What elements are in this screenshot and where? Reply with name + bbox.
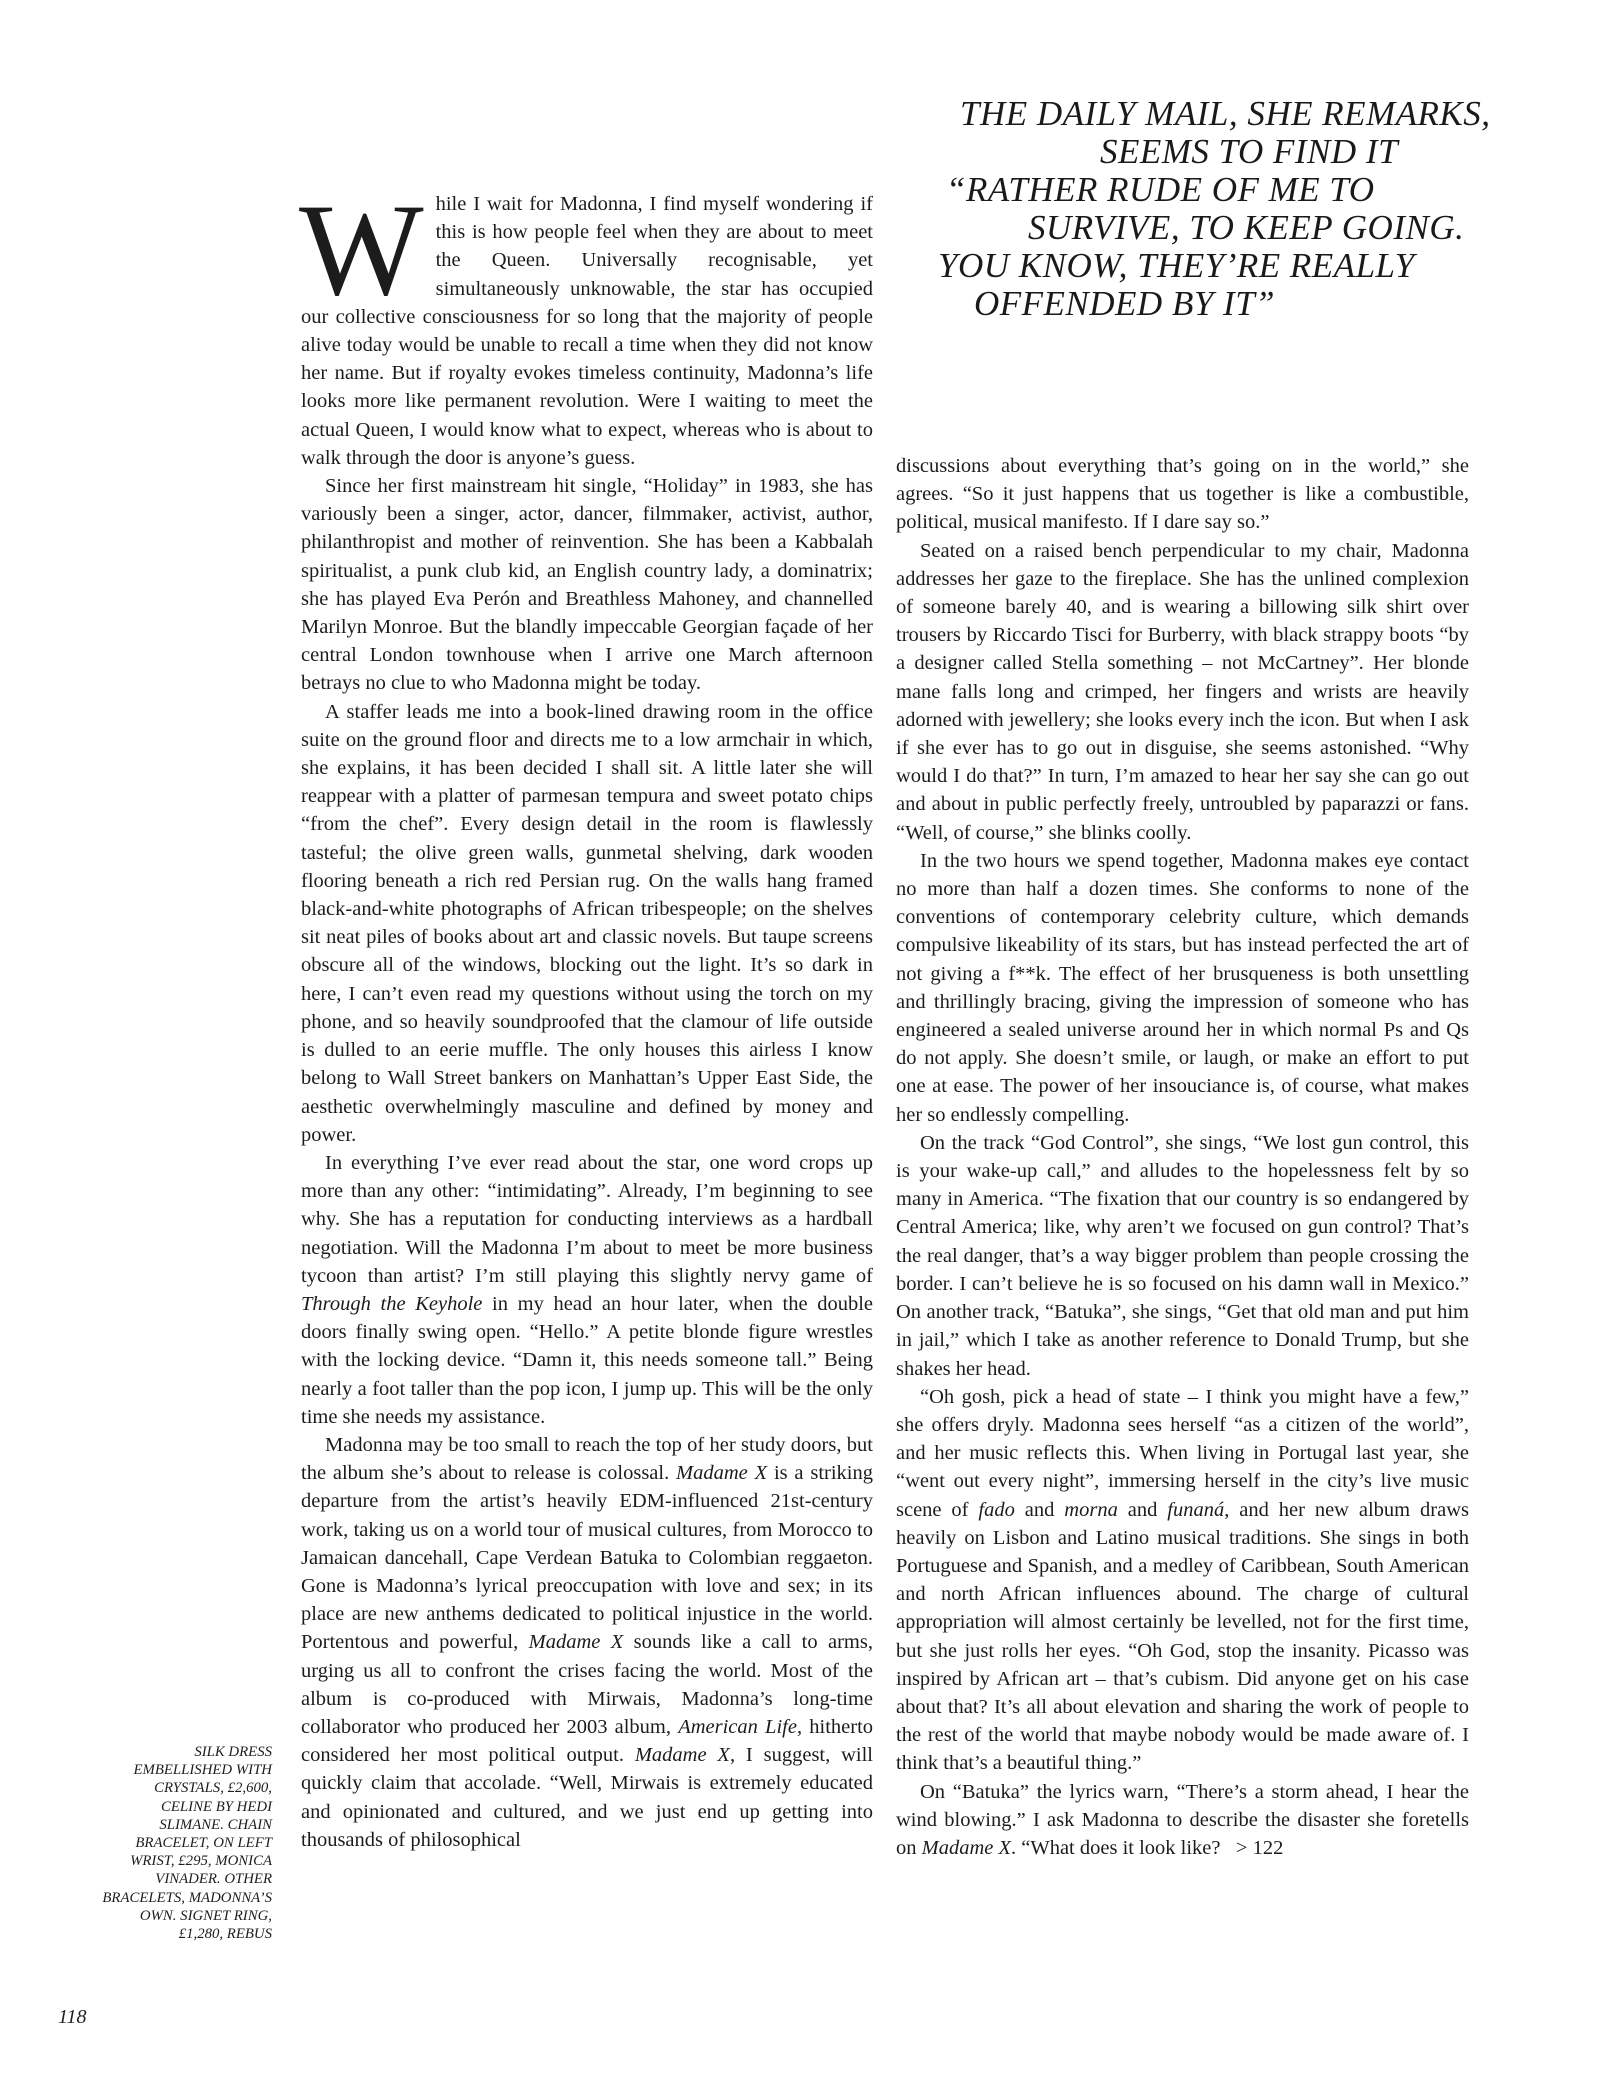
- paragraph-text: , I suggest, will quickly claim that accolade. “Well, Mirwais is extremely educated and opinionated and cultured, and we just end up getting into thousands of philosophical: [301, 1744, 873, 1851]
- caption-line: CELINE BY HEDI: [161, 1798, 272, 1815]
- page-number: 118: [58, 2006, 87, 2028]
- article-paragraph: Seated on a raised bench perpendicular to my chair, Madonna addresses her gaze to the fireplace. She has the unlined complexion of someone barely 40, and is wearing a billowing silk shirt over trousers by Riccardo Tisci for Burberry, with black strappy boots “by a designer called Stella something – not McCartney”. Her blonde mane falls long and crimped, her fingers and wrists are heavily adorned with jewellery; she looks every inch the icon. But when I ask if she ever has to go out in disguise, she seems astonished. “Why would I do that?” In turn, I’m amazed to hear her say she can go out and about in public perfectly freely, untroubled by paparazzi or fans. “Well, of course,” she blinks coolly.: [896, 539, 1469, 844]
- continued-page-marker[interactable]: > 122: [1235, 1836, 1284, 1859]
- paragraph-text: hile I wait for Madonna, I find myself wondering if this is how people feel when they are about to meet the Queen. Universally recognisable, yet simultaneously unknowable, the star has occupied our collective consciousness for so long that the majority of people alive today would be unable to recall a time when they did not know her name. But if royalty evokes timeless continuity, Madonna’s life looks more like permanent revolution. Were I waiting to meet the actual Queen, I would know what to expect, whereas who is about to walk through the door is anyone’s guess.: [301, 193, 873, 469]
- caption-line: BRACELET, ON LEFT: [135, 1835, 272, 1852]
- article-column-left: [299, 176, 874, 1854]
- drop-cap: W: [299, 176, 424, 323]
- italic-term: fado: [978, 1498, 1015, 1521]
- article-paragraph: [301, 1431, 873, 1854]
- italic-term: morna: [1064, 1498, 1118, 1521]
- paragraph-text: , hitherto considered her most political output.: [301, 1715, 874, 1767]
- caption-line: BRACELETS, MADONNA’S: [102, 1889, 272, 1906]
- article-paragraph: On the track “God Control”, she sings, “We lost gun control, this is your wake-up call,” and alludes to the hopelessness felt by so many in America. “The fixation that our country is so endangered by Central America; like, why aren’t we focused on gun control? That’s the real danger, that’s a way bigger problem than people crossing the border. I can’t believe he is so focused on his damn wall in Mexico.” On another track, “Batuka”, she sings, “Get that old man and put him in jail,” which I take as another reference to Donald Trump, but she shakes her head.: [896, 1131, 1469, 1380]
- article-paragraph: A staffer leads me into a book-lined drawing room in the office suite on the ground floor and directs me to a low armchair in which, she explains, it has been decided I shall sit. A little later she will reappear with a platter of parmesan tempura and sweet potato chips “from the chef”. Every design detail in the room is flawlessly tasteful; the olive green walls, gunmetal shelving, dark wooden flooring beneath a rich red Persian rug. On the walls hang framed black-and-white photographs of African tribespeople; on the shelves sit neat piles of books about art and classic novels. But taupe screens obscure all of the windows, blocking out the light. It’s so dark in here, I can’t even read my questions without using the torch on my phone, and so heavily soundproofed that the clamour of life outside is dulled to an eerie muffle. The only houses this airless I know belong to Wall Street bankers on Manhattan’s Upper East Side, the aesthetic overwhelmingly masculine and defined by money and power.: [301, 700, 873, 1146]
- article-paragraph: [301, 1149, 873, 1431]
- pull-quote-line: YOU KNOW, THEY’RE REALLY: [938, 246, 1415, 285]
- pull-quote-line: OFFENDED BY IT”: [974, 284, 1276, 323]
- paragraph-text: On “Batuka” the lyrics warn, “There’s a storm ahead, I hear the wind blowing.” I ask Madonna to describe the disaster she foretells on: [896, 1780, 1469, 1859]
- pull-quote-line: THE DAILY MAIL, SHE REMARKS,: [960, 94, 1491, 133]
- caption-line: WRIST, £295, MONICA: [130, 1853, 272, 1870]
- caption-line: VINADER. OTHER: [155, 1871, 272, 1888]
- paragraph-text: , and her new album draws heavily on Lisbon and Latino musical traditions. She sings in both Portuguese and Spanish, and a medley of Caribbean, South American and north African influences abound. The charge of cultural appropriation will almost certainly be levelled, not for the first time, but she just rolls her eyes. “Oh God, stop the insanity. Picasso was inspired by African art – that’s cubism. Did anyone get on his case about that? It’s all about elevation and sharing the work of people to the rest of the world that maybe nobody would be made aware of. I think that’s a beautiful thing.”: [896, 1498, 1469, 1775]
- italic-title: Through the Keyhole: [301, 1292, 483, 1315]
- paragraph-text: and: [1117, 1498, 1168, 1521]
- article-paragraph: [896, 1383, 1469, 1778]
- article-paragraph: [896, 1778, 1469, 1863]
- paragraph-text: “Oh gosh, pick a head of state – I think you might have a few,” she offers dryly. Madonna sees herself “as a citizen of the world”, and her music reflects this. When living in Portugal last year, she “went out every night”, immersing herself in the city’s live music scene of: [896, 1385, 1469, 1521]
- paragraph-text: and: [1014, 1498, 1065, 1521]
- caption-line: CRYSTALS, £2,600,: [154, 1780, 272, 1797]
- pull-quote-line: SEEMS TO FIND IT: [1100, 132, 1399, 171]
- article-paragraph: Since her first mainstream hit single, “Holiday” in 1983, she has variously been a singer, actor, dancer, filmmaker, activist, author, philanthropist and mother of reinvention. She has been a Kabbalah spiritualist, a punk club kid, an English country lady, a dominatrix; she has played Eva Perón and Breathless Mahoney, and channelled Marilyn Monroe. But the blandly impeccable Georgian façade of her central London townhouse when I arrive one March afternoon betrays no clue to who Madonna might be today.: [301, 475, 873, 695]
- article-paragraph: discussions about everything that’s going on in the world,” she agrees. “So it just happens that us together is like a combustible, political, musical manifesto. If I dare say so.”: [896, 455, 1469, 534]
- paragraph-text: In everything I’ve ever read about the star, one word crops up more than any other: “intimidating”. Already, I’m beginning to see why. She has a reputation for conducting interviews as a hardball negotiation. Will the Madonna I’m about to meet be more business tycoon than artist? I’m still playing this slightly nervy game of: [301, 1151, 873, 1287]
- caption-line: SLIMANE. CHAIN: [159, 1816, 272, 1833]
- paragraph-text: Madonna may be too small to reach the top of her study doors, but the album she’s about to release is colossal.: [301, 1433, 873, 1485]
- paragraph-text: sounds like a call to arms, urging us all to confront the crises facing the world. Most of the album is co-produced with Mirwais, Madonna’s long-time collaborator who produced her 2003 album,: [301, 1631, 873, 1738]
- photo-caption: [60, 1743, 272, 1943]
- caption-line: EMBELLISHED WITH: [133, 1762, 272, 1779]
- caption-line: OWN. SIGNET RING,: [139, 1907, 272, 1924]
- paragraph-text: is a striking departure from the artist’s heavily EDM-influenced 21st-century work, taking us on a world tour of musical cultures, from Morocco to Jamaican dancehall, Cape Verdean Batuka to Colombian reggaeton. Gone is Madonna’s lyrical preoccupation with love and sex; in its place are new anthems dedicated to political injustice in the world. Portentous and powerful,: [301, 1462, 873, 1654]
- caption-line: £1,280, REBUS: [178, 1926, 272, 1943]
- article-column-right: [896, 452, 1469, 1862]
- italic-title: Madame X: [921, 1836, 1012, 1859]
- italic-title: Madame X: [676, 1462, 768, 1485]
- italic-title: Madame X: [634, 1744, 730, 1767]
- pull-quote-line: “RATHER RUDE OF ME TO: [946, 170, 1375, 209]
- paragraph-text: . “What does it look like?: [1011, 1836, 1221, 1859]
- article-paragraph: In the two hours we spend together, Madonna makes eye contact no more than half a dozen times. She conforms to none of the conventions of contemporary celebrity culture, which demands compulsive likeability of its stars, but has instead perfected the art of not giving a f**k. The effect of her brusqueness is both unsettling and thrillingly bracing, giving the impression of someone who has engineered a sealed universe around her in which normal Ps and Qs do not apply. She doesn’t smile, or laugh, or make an effort to put one at ease. The power of her insouciance is, of course, what makes her so endlessly compelling.: [896, 849, 1469, 1126]
- pull-quote: [938, 94, 1580, 323]
- italic-title: Madame X: [528, 1631, 624, 1654]
- paragraph-text: in my head an hour later, when the double doors finally swing open. “Hello.” A petite blonde figure wrestles with the locking device. “Damn it, this needs someone tall.” Being nearly a foot taller than the pop icon, I jump up. This will be the only time she needs my assistance.: [301, 1292, 873, 1428]
- italic-title: American Life: [678, 1715, 797, 1738]
- pull-quote-line: SURVIVE, TO KEEP GOING.: [1028, 208, 1465, 247]
- italic-term: funaná: [1167, 1498, 1225, 1521]
- article-paragraph: [299, 176, 873, 472]
- caption-line: SILK DRESS: [194, 1744, 272, 1760]
